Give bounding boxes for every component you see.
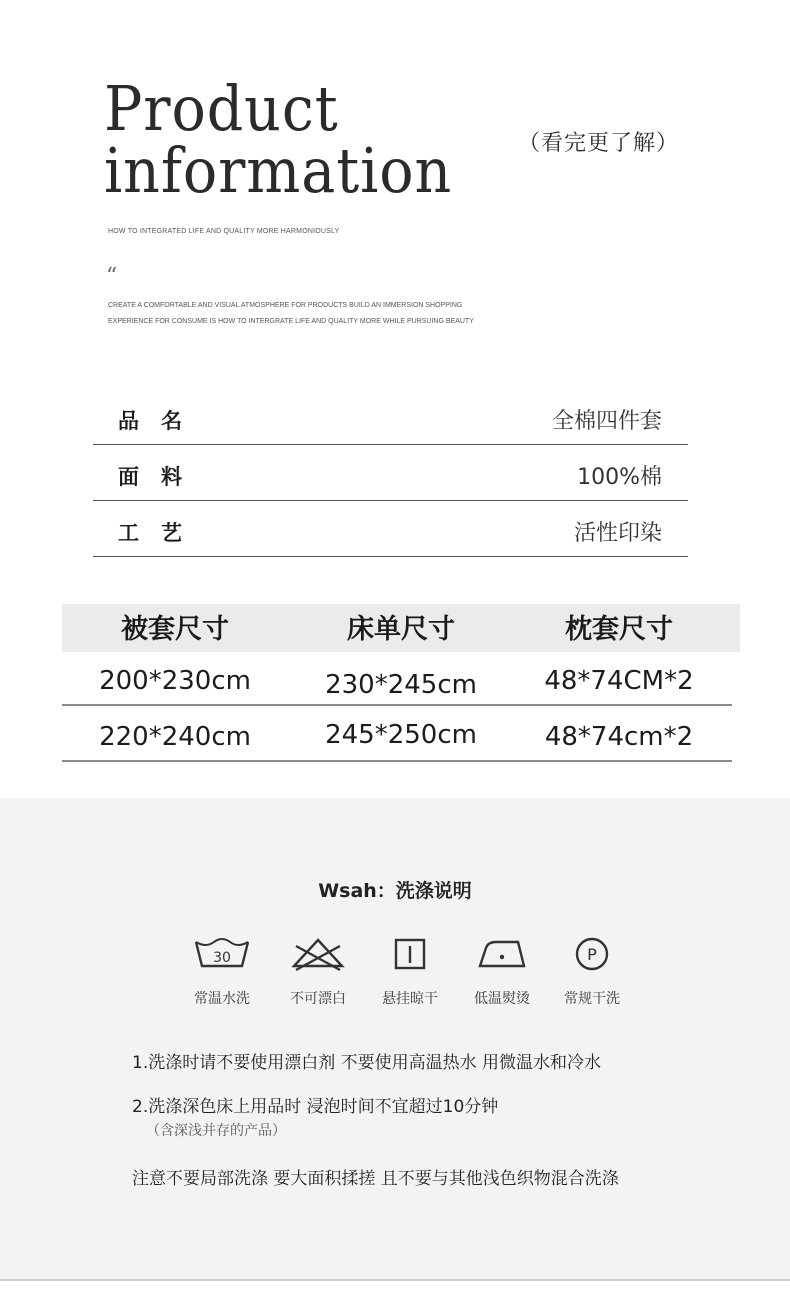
header-duvet-size: 被套尺寸 [121,614,229,645]
icon-label: 常温水洗 [194,991,250,1007]
title-line-1: Product [104,72,339,145]
subtitle: （看完更了解） [518,131,680,156]
page-title [104,72,453,207]
wash-30-icon [192,936,252,972]
size-table-row [62,708,732,762]
info-key: 面料 [118,465,204,489]
iron-low-icon [472,936,532,972]
info-row-fabric [93,445,688,501]
info-row-process [93,501,688,557]
icon-label: 低温熨烫 [474,991,530,1007]
size-table-row [62,652,732,706]
hang-dry-icon [380,936,440,972]
divider [0,1279,790,1281]
wash-section [0,798,790,1280]
header-pillowcase-size: 枕套尺寸 [565,614,673,645]
no-bleach-icon [288,936,348,972]
wash-note-2-sub: （含深浅并存的产品） [146,1123,286,1139]
quote-icon: “ [106,264,118,289]
icon-label: 不可漂白 [290,991,346,1007]
title-line-2: information [104,134,453,207]
size-cell: 220*240cm [99,722,251,752]
info-value: 100%棉 [577,465,662,490]
size-cell: 200*230cm [99,666,251,696]
dry-clean-icon [562,936,622,972]
svg-text:P: P [587,945,597,964]
wash-note-2: 2.洗涤深色床上用品时 浸泡时间不宜超过10分钟 [132,1097,499,1117]
info-key: 品名 [118,409,204,433]
size-cell: 230*245cm [325,670,477,700]
icon-label: 常规干洗 [564,991,620,1007]
size-cell: 48*74CM*2 [544,666,694,696]
size-table-header [62,604,740,652]
info-key: 工艺 [118,521,204,545]
size-cell: 245*250cm [325,720,477,750]
wash-note-3: 注意不要局部洗涤 要大面积揉搓 且不要与其他浅色织物混合洗涤 [132,1169,619,1189]
info-value: 活性印染 [573,521,662,546]
icon-label: 悬挂晾干 [382,991,438,1007]
info-row-name [93,389,688,445]
header-sheet-size: 床单尺寸 [347,614,455,645]
wash-title: Wsah：洗涤说明 [318,880,472,902]
svg-text:30: 30 [213,950,231,966]
description: CREATE A COMFORTABLE AND VISUAL ATMOSPHERE FOR PRODUCTS BUILD AN IMMERSION SHOPPING EXPERIENCE FOR CONSUME IS HOW TO INTERGRATE LIFE AND QUALITY MORE WHILE PURSUING BEAUTY [108,302,474,325]
info-value: 全棉四件套 [551,409,662,434]
tagline: HOW TO INTEGRATED LIFE AND QUALITY MORE HARMONIOUSLY [108,228,340,235]
wash-note-1: 1.洗涤时请不要使用漂白剂 不要使用高温热水 用微温水和冷水 [132,1053,602,1073]
size-cell: 48*74cm*2 [544,722,694,752]
